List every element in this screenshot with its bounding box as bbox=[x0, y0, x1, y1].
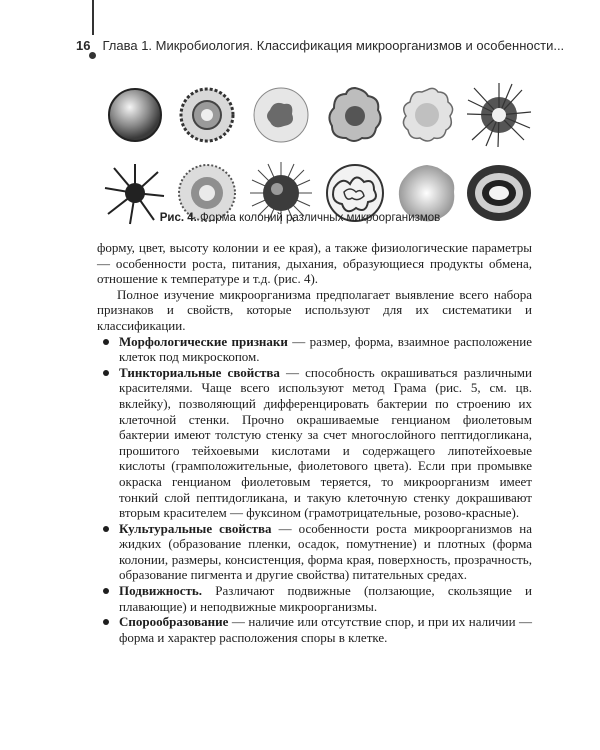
list-item-text: — наличие или отсутствие спор, и при их наличии — форма и характер расположения споры в клетке. bbox=[119, 614, 532, 645]
list-item bbox=[97, 365, 532, 521]
colony-filamentous-icon bbox=[464, 80, 534, 150]
list-item bbox=[97, 583, 532, 614]
paragraph: форму, цвет, высоту колонии и ее края), а также физиологические параметры — особенности роста, питания, дыхания, образующиеся продукты обмена, отношение к температуре и т.д. (рис. 4). bbox=[97, 240, 532, 287]
list-item-text: Различают подвижные (ползающие, скользящие и плавающие) и неподвижные микроорганизмы. bbox=[119, 583, 532, 614]
figure-caption bbox=[0, 212, 600, 224]
running-title: Глава 1. Микробиология. Классификация микроорганизмов и особенности... bbox=[102, 38, 565, 53]
running-header bbox=[76, 38, 580, 53]
list-item-text: — особенности роста микроорганизмов на жидких (образование пленки, осадок, помутнение) и плотных (форма колонии, размеры, консистенция, форма края, поверхность, прозрачность, образование пигмента и другие свойства) питательных средах. bbox=[119, 520, 532, 583]
list-item-term: Спорообразование bbox=[119, 614, 229, 630]
list-item bbox=[97, 521, 532, 583]
colony-wavy-edge-icon bbox=[392, 80, 462, 150]
list-item bbox=[97, 614, 532, 645]
header-vertical-rule bbox=[92, 0, 94, 35]
list-item-term: Культуральные свойства bbox=[119, 520, 272, 536]
list-item-term: Тинкториальные свойства bbox=[119, 364, 280, 380]
list-item-term: Подвижность. bbox=[119, 583, 203, 599]
header-dot bbox=[89, 52, 96, 59]
figure-caption-label: Рис. 4. bbox=[159, 212, 197, 224]
colony-lobed-icon bbox=[320, 80, 390, 150]
list-item-term: Морфологические признаки bbox=[119, 333, 288, 349]
list-item-text: — способность окрашиваться различными красителями. Чаще всего используют метод Грама (рис. 5, см. цв. вклейку), позволяющий дифференцировать бактерии по строению их клеточной стенки. Прочно окрашиваемые генцианом фиолетовым бактерии имеют толстую стенку за счет многослойного пептидогликана, прошитого тейхоевыми кислотами и содержащего липотейхоевые кислоты (грамположительные, фиолетового цвета). Если при промывке окраска генцианом фиолетовым теряется, то микроорганизм имеет тонкий слой пептидогликана, и такую клеточную стенку докрашивают вторым красителем — фуксином (грамотрицательные, розово-красные). bbox=[119, 364, 532, 521]
colony-irregular-center-icon bbox=[246, 80, 316, 150]
property-list bbox=[97, 334, 532, 646]
page-number: 16 bbox=[76, 38, 91, 53]
figure-caption-text: Форма колоний различных микроорганизмов bbox=[196, 212, 441, 224]
figure-colonies bbox=[100, 80, 540, 230]
paragraph: Полное изучение микроорганизма предполагает выявление всего набора признаков и свойств, которые используют для их систематики и классификации. bbox=[97, 286, 532, 333]
colony-ring-icon bbox=[172, 80, 242, 150]
list-item-text: — размер, форма, взаимное расположение клеток под микроскопом. bbox=[119, 333, 532, 365]
colony-smooth-round-icon bbox=[100, 80, 170, 150]
body-text bbox=[97, 240, 532, 645]
list-item bbox=[97, 334, 532, 365]
